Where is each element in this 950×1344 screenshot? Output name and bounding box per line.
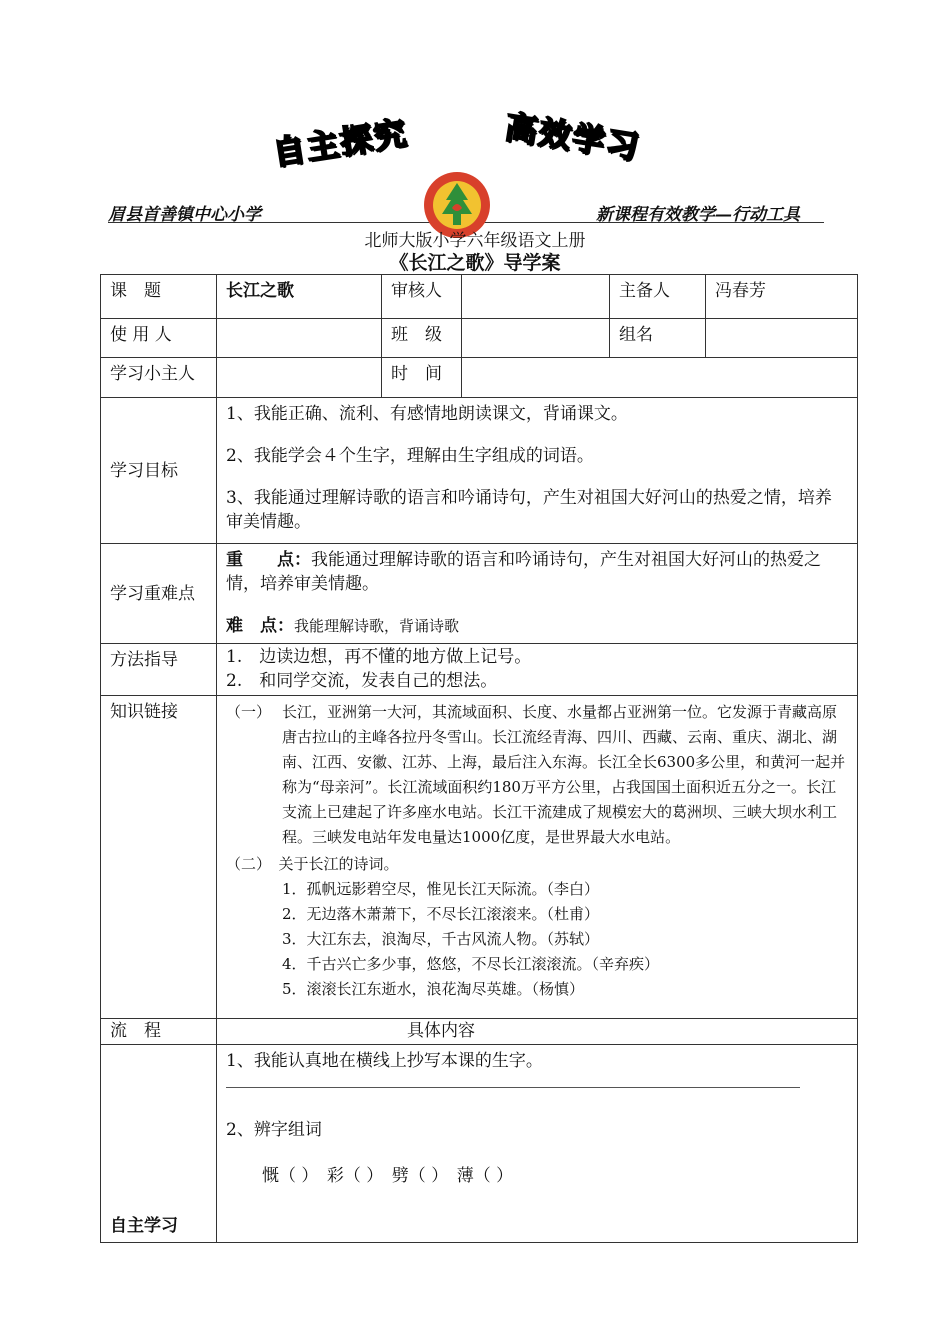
knowledge-label: 知识链接 [101, 696, 217, 1019]
preparer-label: 主备人 [610, 275, 706, 319]
knowledge-part1-text: 长江，亚洲第一大河，其流域面积、长度、水量都占亚洲第一位。它发源于青藏高原唐古拉山的主峰各拉丹冬雪山。长江流经青海、四川、西藏、云南、重庆、湖北、湖南、江西、安徽、江苏、上海，最后注入东海。长江全长6300多公里，和黄河一起并称为“母亲河”。长江流域面积约180万平方公里，占我国国土面积近五分之一。长江支流上已建起了许多座水电站。长江干流建成了规模宏大的葛洲坝、三峡大坝水利工程。三峡发电站年发电量达1000亿度，是世界最大水电站。 [282, 703, 846, 846]
reviewer-label: 审核人 [382, 275, 462, 319]
key-content [217, 544, 858, 644]
topic-label: 课 题 [101, 275, 217, 319]
method-content [217, 644, 858, 696]
knowledge-content [217, 696, 858, 1019]
self-study-label: 自主学习 [101, 1045, 217, 1243]
class-label: 班 级 [382, 319, 462, 358]
header-tagline: 新课程有效教学—行动工具 [596, 205, 800, 225]
key-label: 学习重难点 [101, 544, 217, 644]
self-study-task2: 2、辨字组词 [226, 1120, 322, 1140]
method-item: 1. 边读边想，再不懂的地方做上记号。 [226, 647, 532, 667]
class-value[interactable] [462, 319, 610, 358]
goal-item: 3、我能通过理解诗歌的语言和吟诵诗句，产生对祖国大好河山的热爱之情，培养审美情趣。 [226, 488, 832, 532]
focus-label: 重 点： [226, 550, 311, 570]
time-label: 时 间 [382, 358, 462, 398]
goal-item: 2、我能学会４个生字，理解由生字组成的词语。 [226, 446, 594, 466]
host-label: 学习小主人 [101, 358, 217, 398]
difficulty-label: 难 点： [226, 616, 294, 636]
knowledge-part2-title: 关于长江的诗词。 [278, 855, 399, 873]
focus-text: 我能通过理解诗歌的语言和吟诵诗句，产生对祖国大好河山的热爱之情，培养审美情趣。 [226, 550, 821, 594]
doc-title: 《长江之歌》导学案 [389, 252, 561, 274]
group-label: 组名 [610, 319, 706, 358]
process-content-label: 具体内容 [217, 1019, 858, 1045]
group-value[interactable] [706, 319, 858, 358]
slogan-right: 高效学习 [502, 107, 643, 167]
school-name: 眉县首善镇中心小学 [108, 205, 261, 225]
poem-item: 1．孤帆远影碧空尽，惟见长江天际流。（李白） [282, 880, 600, 898]
topic-value: 长江之歌 [217, 275, 382, 319]
self-study-content [217, 1045, 858, 1243]
preparer-value: 冯春芳 [706, 275, 858, 319]
knowledge-part2-marker: （二） [226, 855, 264, 873]
copy-line[interactable] [226, 1087, 800, 1088]
goals-label: 学习目标 [101, 398, 217, 544]
user-label: 使 用 人 [101, 319, 217, 358]
study-plan-table [100, 274, 858, 1243]
goals-content [217, 398, 858, 544]
time-value[interactable] [462, 358, 858, 398]
self-study-task1: 1、我能认真地在横线上抄写本课的生字。 [226, 1051, 543, 1071]
process-label: 流 程 [101, 1019, 217, 1045]
poem-item: 4．千古兴亡多少事，悠悠，不尽长江滚滚流。（辛弃疾） [282, 955, 660, 973]
poem-item: 2．无边落木萧萧下，不尽长江滚滚来。（杜甫） [282, 905, 600, 923]
method-label: 方法指导 [101, 644, 217, 696]
reviewer-value[interactable] [462, 275, 610, 319]
doc-subtitle: 北师大版小学六年级语文上册 [364, 231, 586, 251]
poem-item: 5．滚滚长江东逝水，浪花淘尽英雄。（杨慎） [282, 980, 585, 998]
char-exercise[interactable]: 慨（ ） 彩（ ） 劈（ ） 薄（ ） [262, 1166, 514, 1186]
poem-item: 3．大江东去，浪淘尽，千古风流人物。（苏轼） [282, 930, 600, 948]
host-value[interactable] [217, 358, 382, 398]
slogan-left: 自主探究 [270, 113, 411, 173]
difficulty-text: 我能理解诗歌，背诵诗歌 [294, 617, 460, 635]
method-item: 2. 和同学交流，发表自己的想法。 [226, 671, 498, 691]
goal-item: 1、我能正确、流利、有感情地朗读课文，背诵课文。 [226, 404, 628, 424]
user-value[interactable] [217, 319, 382, 358]
knowledge-part1-marker: （一） [226, 703, 272, 721]
